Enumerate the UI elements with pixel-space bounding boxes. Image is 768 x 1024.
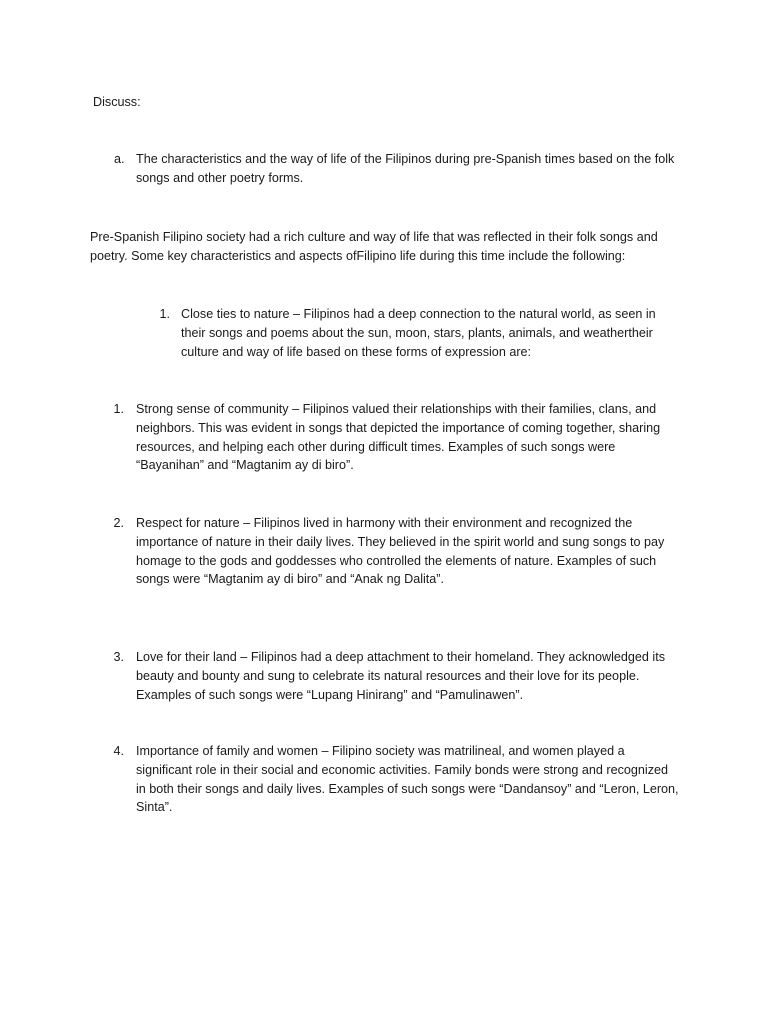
list-item-marker: 3. [113, 650, 124, 664]
list-item-marker: 4. [113, 744, 124, 758]
list-item-text: Strong sense of community – Filipinos valued their relationships with their families, clans, and neighbors. This was evident in songs that depicted the importance of coming together, sharing resources, and helping each other during difficult times. Examples of such songs were “Bayanihan” and “Magtanim ay di biro”. [136, 402, 661, 473]
intro-paragraph: Pre-Spanish Filipino society had a rich culture and way of life that was reflected in their folk songs and poetry. Some key characteristics and aspects ofFilipino life during this time include the following: [90, 230, 658, 263]
list-item-text: Importance of family and women – Filipino society was matrilineal, and women played a significant role in their social and economic activities. Family bonds were strong and recognized in both their songs and daily lives. Examples of such songs were “Dandansoy” and “Leron, Leron, Sinta”. [136, 744, 679, 815]
list-item-text: Love for their land – Filipinos had a deep attachment to their homeland. They acknowledged its beauty and bounty and sung to celebrate its natural resources and their love for its people. Examples of such songs were “Lupang Hinirang” and “Pamulinawen”. [136, 650, 666, 702]
question-marker: a. [114, 152, 125, 166]
discuss-heading: Discuss: [93, 95, 141, 109]
list-item-text: Respect for nature – Filipinos lived in harmony with their environment and recognized the importance of nature in their daily lives. They believed in the spirit world and sung songs to pay homage to the gods and goddesses who controlled the elements of nature. Examples of such songs were “Magtanim ay di biro” and “Anak ng Dalita”. [136, 516, 665, 587]
nested-list-marker: 1. [159, 307, 170, 321]
list-item-marker: 1. [113, 402, 124, 416]
nested-list-item-text: Close ties to nature – Filipinos had a deep connection to the natural world, as seen in their songs and poems about the sun, moon, stars, plants, animals, and weathertheir culture and way of life based on these forms of expression are: [181, 307, 656, 359]
list-item-marker: 2. [113, 516, 124, 530]
question-text: The characteristics and the way of life of the Filipinos during pre-Spanish times based on the folk songs and other poetry forms. [136, 152, 675, 185]
